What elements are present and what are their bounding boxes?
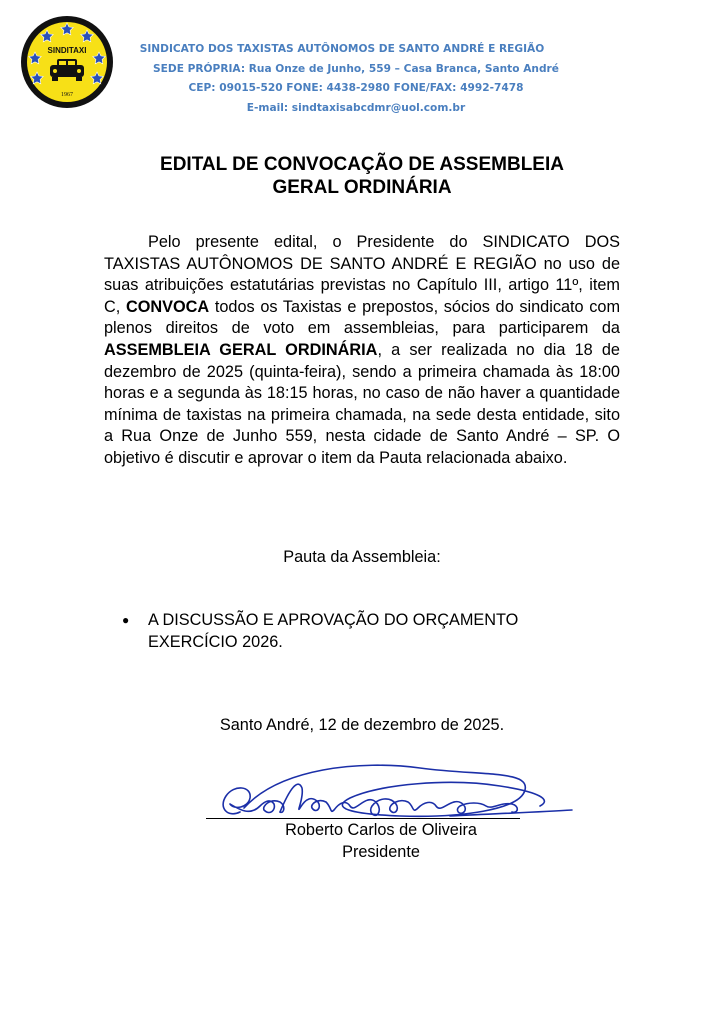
logo-name: SINDITAXI <box>47 46 87 55</box>
paragraph-part-2: todos os Taxistas e prepostos, sócios do sindicato com plenos direitos de voto em assembleias, para participarem da <box>104 297 621 338</box>
assembleia-emphasis: ASSEMBLEIA GERAL ORDINÁRIA <box>104 340 378 359</box>
union-email: E-mail: sindtaxisabcdmr@uol.com.br <box>246 101 466 114</box>
agenda-label: Pauta da Assembleia: <box>283 548 441 566</box>
bullet-icon: ● <box>122 613 130 627</box>
union-phone: CEP: 09015-520 FONE: 4438-2980 FONE/FAX: 4992-7478 <box>188 82 524 94</box>
convoca-emphasis: CONVOCA <box>125 297 210 316</box>
signer-block <box>180 820 550 863</box>
paragraph-part-1: Pelo presente edital, o Presidente do SINDICATO DOS TAXISTAS AUTÔNOMOS DE SANTO ANDRÉ E REGIÃO no uso de suas atribuições estatutárias previstas no Capítulo III, artigo 11º, item C, <box>104 233 620 316</box>
title-line-2: GERAL ORDINÁRIA <box>272 177 452 198</box>
union-address: SEDE PRÓPRIA: Rua Onze de Junho, 559 – Casa Branca, Santo André <box>153 62 559 75</box>
signature-line <box>206 818 520 819</box>
paragraph-part-3: , a ser realizada no dia 18 de dezembro de 2025 (quinta-feira), sendo a primeira chamada às 18:00 horas e a segunda às 18:15 horas, no caso de não haver a quantidade mínima de taxistas na primeira chamada, na sede desta entidade, sito a Rua Onze de Junho 559, nesta cidade de Santo André – SP. O objetivo é discutir e aprovar o item da Pauta relacionada abaixo. <box>104 340 620 467</box>
signer-role: Presidente <box>342 842 420 861</box>
signer-name: Roberto Carlos de Oliveira <box>285 821 477 839</box>
letterhead <box>120 40 570 118</box>
agenda-item-line-1: A DISCUSSÃO E APROVAÇÃO DO ORÇAMENTO <box>148 611 519 629</box>
notice-paragraph <box>104 232 620 470</box>
document-title <box>100 153 624 199</box>
title-line-1: EDITAL DE CONVOCAÇÃO DE ASSEMBLEIA <box>160 154 564 175</box>
document-date: Santo André, 12 de dezembro de 2025. <box>219 716 505 734</box>
agenda-item-text <box>148 610 618 653</box>
union-name: SINDICATO DOS TAXISTAS AUTÔNOMOS DE SANTO ANDRÉ E REGIÃO <box>139 43 545 55</box>
logo-year: 1967 <box>61 92 73 98</box>
sinditaxi-logo <box>17 14 117 110</box>
agenda-item-line-2: EXERCÍCIO 2026. <box>148 632 283 651</box>
